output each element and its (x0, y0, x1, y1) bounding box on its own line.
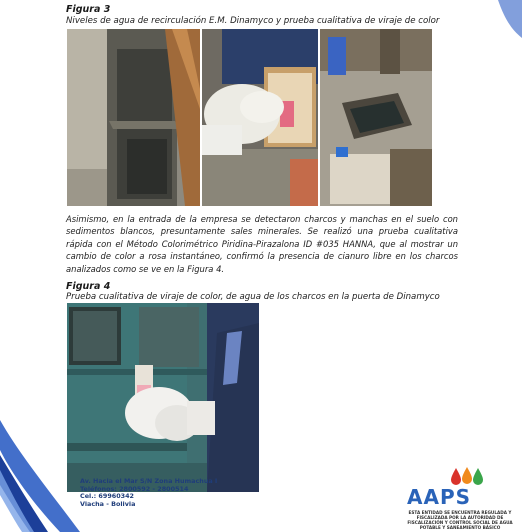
footer-address (80, 478, 217, 508)
figure-3-label: Figura 3 (66, 4, 111, 15)
address-line: Av. Hacia el Mar S/N Zona Humachua I (80, 477, 218, 485)
aaps-tagline: ESTA ENTIDAD SE ENCUENTRA REGULADA Y FISCALIZADA POR LA AUTORIDAD DE FISCALIZACIÓN Y CONTROL SOCIAL DE AGUA POTABLE Y SANEAMIENTO BÁSICO (407, 510, 513, 530)
aaps-wordmark: AAPS (407, 485, 472, 509)
city-line: Viacha - Bolivia (80, 499, 136, 508)
figure-4-photo (67, 303, 259, 492)
figure-4-caption: Prueba cualitativa de viraje de color, de agua de los charcos en la puerta de Dinamyco (66, 292, 440, 302)
figure-4-label: Figura 4 (66, 281, 111, 292)
mobile-line: Cel.: 69960342 (80, 492, 134, 501)
photo-recirculation-channel (67, 29, 200, 206)
figure-3-photo (67, 29, 432, 206)
photo-water-pit (320, 29, 432, 206)
figure-3-caption: Niveles de agua de recirculación E.M. Dinamyco y prueba cualitativa de viraje de color (66, 16, 440, 26)
aaps-logo (405, 466, 515, 532)
photo-color-test (202, 29, 318, 206)
phone-line: Teléfonos: 2800592 - 2800514 (80, 484, 189, 493)
water-drops-icon (450, 466, 490, 486)
body-paragraph: Asimismo, en la entrada de la empresa se detectaron charcos y manchas en el suelo con sedimentos blancos, presuntamente sales minerales. Se realizó una prueba cualitativa rápida con el Método Colorimétrico Piridina-Pirazalona ID #035 HANNA, que al mostrar un cambio de color a rosa instantáneo, confirmó la presencia de cianuro libre en los charcos analizados como se ve en la Figura 4. (66, 214, 458, 274)
